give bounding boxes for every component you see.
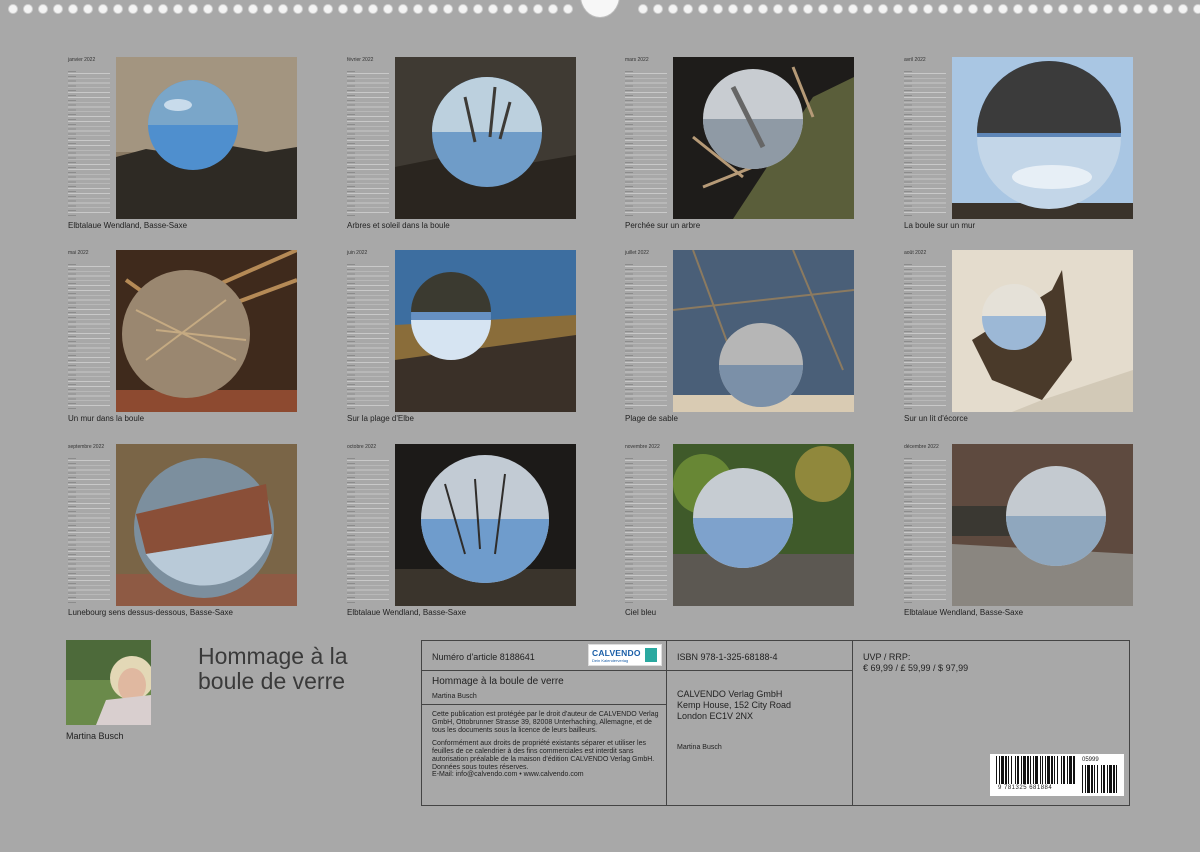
- binding-ring: [128, 4, 138, 14]
- mini-calendar: [68, 57, 114, 219]
- binding-ring: [383, 4, 393, 14]
- binding-ring: [1058, 4, 1068, 14]
- mini-calendar: [347, 444, 393, 606]
- month-label: janvier 2022: [68, 57, 96, 63]
- binding-ring: [113, 4, 123, 14]
- logo-text: CALVENDO: [592, 648, 641, 658]
- binding-ring: [323, 4, 333, 14]
- barcode-bar: [1109, 765, 1112, 793]
- binding-ring: [998, 4, 1008, 14]
- legal-paragraph-2: Conformément aux droits de propriété existants séparer et utiliser les feuilles de ce calendrier à des fins commerciales est interdit sans autorisation préalable de la maison d'édition CALVENDO Verlag GmbH. Données sous toutes réserves.: [432, 740, 655, 771]
- mini-calendar: [68, 444, 114, 606]
- binding-ring: [848, 4, 858, 14]
- mini-calendar: [347, 57, 393, 219]
- binding-ring: [263, 4, 273, 14]
- binding-ring: [308, 4, 318, 14]
- binding-ring: [1073, 4, 1083, 14]
- barcode-bar: [1035, 756, 1038, 784]
- photo-caption: Perchée sur un arbre: [625, 221, 701, 230]
- barcode-bar: [1116, 765, 1117, 793]
- month-photo: [116, 444, 297, 606]
- calvendo-logo: [588, 644, 662, 666]
- barcode-bar: [1001, 756, 1004, 784]
- binding-ring: [53, 4, 63, 14]
- barcode-addon-bars: [1082, 765, 1120, 789]
- barcode-bar: [1042, 756, 1043, 784]
- binding-ring: [23, 4, 33, 14]
- photo-caption: Lunebourg sens dessus-dessous, Basse-Saxe: [68, 608, 233, 617]
- month-photo: [395, 57, 576, 219]
- mini-calendar: [347, 250, 393, 412]
- calendar-title: Hommage à la boule de verre: [198, 643, 348, 694]
- month-label: octobre 2022: [347, 444, 377, 450]
- barcode-bar: [1085, 765, 1086, 793]
- barcode-bars: [996, 756, 1076, 784]
- binding-ring: [248, 4, 258, 14]
- month-tile-august: [904, 250, 1136, 430]
- binding-ring: [1118, 4, 1128, 14]
- barcode: [990, 754, 1124, 796]
- binding-ring: [173, 4, 183, 14]
- binding-ring: [443, 4, 453, 14]
- binding-ring: [353, 4, 363, 14]
- month-tile-july: [625, 250, 857, 430]
- binding-ring: [398, 4, 408, 14]
- binding-ring: [953, 4, 963, 14]
- binding-ring: [983, 4, 993, 14]
- binding-ring: [518, 4, 528, 14]
- book-title-row: [422, 671, 666, 705]
- binding-ring: [98, 4, 108, 14]
- barcode-bar: [1008, 756, 1009, 784]
- photo-caption: Sur un lit d'écorce: [904, 414, 968, 423]
- publisher-name: CALVENDO Verlag GmbH: [677, 689, 783, 699]
- binding-ring: [1088, 4, 1098, 14]
- month-label: novembre 2022: [625, 444, 660, 450]
- barcode-bar: [1101, 765, 1102, 793]
- month-label: février 2022: [347, 57, 374, 63]
- binding-ring: [758, 4, 768, 14]
- binding-ring: [1193, 4, 1200, 14]
- binding-ring: [743, 4, 753, 14]
- publisher-street: Kemp House, 152 City Road: [677, 700, 792, 710]
- month-photo: [673, 444, 854, 606]
- mini-calendar: [68, 250, 114, 412]
- binding-ring: [713, 4, 723, 14]
- month-tile-november: [625, 444, 857, 624]
- book-title: Hommage à la boule de verre: [432, 676, 564, 687]
- month-tile-february: [347, 57, 579, 237]
- binding-ring: [143, 4, 153, 14]
- month-photo: [673, 57, 854, 219]
- barcode-bar: [1063, 756, 1065, 784]
- month-tile-october: [347, 444, 579, 624]
- month-tile-may: [68, 250, 300, 430]
- binding-ring: [1103, 4, 1113, 14]
- price-value: € 69,99 / £ 59,99 / $ 97,99: [863, 663, 969, 673]
- binding-ring: [653, 4, 663, 14]
- author-name: Martina Busch: [66, 731, 124, 741]
- month-label: avril 2022: [904, 57, 926, 63]
- month-label: juin 2022: [347, 250, 368, 256]
- barcode-bar: [1113, 765, 1115, 793]
- photo-caption: Plage de sable: [625, 414, 678, 423]
- legal-paragraph-1: Cette publication est protégée par le droit d'auteur de CALVENDO Verlag GmbH, Ottobrunner Strasse 39, 82008 Unterhaching, Allemagne, et de tous les documents sous la licence de leurs bailleurs.: [432, 711, 659, 734]
- mini-calendar: [625, 444, 671, 606]
- logo-subtext: Dein Kalenderverlag: [592, 658, 629, 663]
- binding-ring: [533, 4, 543, 14]
- binding-ring: [893, 4, 903, 14]
- hanger-hole: [580, 0, 620, 18]
- binding-ring: [788, 4, 798, 14]
- binding-ring: [368, 4, 378, 14]
- binding-ring: [428, 4, 438, 14]
- barcode-bar: [1069, 756, 1072, 784]
- barcode-bar: [1030, 756, 1031, 784]
- barcode-bar: [1017, 756, 1019, 784]
- binding-ring: [1148, 4, 1158, 14]
- mini-calendar: [904, 57, 950, 219]
- binding-ring: [818, 4, 828, 14]
- binding-ring: [1028, 4, 1038, 14]
- month-photo: [673, 250, 854, 412]
- barcode-bar: [1011, 756, 1012, 784]
- binding-ring: [458, 4, 468, 14]
- barcode-bar: [1015, 756, 1016, 784]
- barcode-bar: [1087, 765, 1090, 793]
- binding-ring: [68, 4, 78, 14]
- binding-ring: [473, 4, 483, 14]
- binding-ring: [38, 4, 48, 14]
- photo-caption: Elbtalaue Wendland, Basse-Saxe: [68, 221, 188, 230]
- binding-ring: [548, 4, 558, 14]
- month-photo: [952, 444, 1133, 606]
- barcode-bar: [1067, 756, 1068, 784]
- barcode-bar: [1027, 756, 1029, 784]
- publisher-address: [667, 671, 852, 722]
- barcode-bar: [1082, 765, 1083, 793]
- binding-ring: [203, 4, 213, 14]
- mini-calendar: [904, 250, 950, 412]
- barcode-bar: [999, 756, 1000, 784]
- barcode-bar: [1047, 756, 1050, 784]
- month-photo: [116, 250, 297, 412]
- price-block: [853, 641, 1129, 674]
- publication-info-box: [421, 640, 1130, 806]
- legal-notice: [422, 705, 666, 779]
- binding-ring: [563, 4, 573, 14]
- binding-ring: [683, 4, 693, 14]
- barcode-bar: [1057, 756, 1058, 784]
- barcode-bar: [996, 756, 997, 784]
- author-photo: [66, 640, 151, 725]
- binding-ring: [1013, 4, 1023, 14]
- barcode-bar: [1073, 756, 1075, 784]
- month-photo: [116, 57, 297, 219]
- photo-caption: Elbtalaue Wendland, Basse-Saxe: [347, 608, 467, 617]
- binding-ring: [833, 4, 843, 14]
- month-tile-march: [625, 57, 857, 237]
- barcode-bar: [1023, 756, 1026, 784]
- binding-ring: [1163, 4, 1173, 14]
- month-photo: [952, 57, 1133, 219]
- spiral-binding: [0, 0, 1200, 22]
- barcode-bar: [1103, 765, 1105, 793]
- binding-ring: [158, 4, 168, 14]
- publisher-city: London EC1V 2NX: [677, 711, 754, 721]
- barcode-bar: [1061, 756, 1062, 784]
- article-number-row: [422, 641, 666, 671]
- barcode-bar: [1005, 756, 1007, 784]
- photo-caption: Arbres et soleil dans la boule: [347, 221, 450, 230]
- binding-ring: [488, 4, 498, 14]
- binding-ring: [803, 4, 813, 14]
- barcode-bar: [1051, 756, 1053, 784]
- binding-ring: [218, 4, 228, 14]
- binding-ring: [878, 4, 888, 14]
- binding-ring: [863, 4, 873, 14]
- barcode-bar: [1094, 765, 1095, 793]
- photo-caption: La boule sur un mur: [904, 221, 976, 230]
- binding-ring: [938, 4, 948, 14]
- barcode-bar: [1097, 765, 1098, 793]
- month-label: août 2022: [904, 250, 927, 256]
- logo-mark-icon: [645, 648, 657, 662]
- binding-ring: [8, 4, 18, 14]
- binding-ring: [698, 4, 708, 14]
- binding-ring: [773, 4, 783, 14]
- barcode-bar: [1107, 765, 1108, 793]
- binding-ring: [83, 4, 93, 14]
- book-author: Martina Busch: [432, 693, 477, 700]
- month-photo: [395, 444, 576, 606]
- barcode-bar: [1021, 756, 1022, 784]
- binding-ring: [503, 4, 513, 14]
- barcode-addon: 05999: [1082, 757, 1099, 763]
- binding-ring: [908, 4, 918, 14]
- binding-ring: [1133, 4, 1143, 14]
- binding-ring: [278, 4, 288, 14]
- binding-ring: [668, 4, 678, 14]
- month-tile-january: [68, 57, 300, 237]
- binding-ring: [338, 4, 348, 14]
- info-column-publisher: [667, 641, 853, 805]
- mini-calendar: [904, 444, 950, 606]
- binding-ring: [968, 4, 978, 14]
- month-label: décembre 2022: [904, 444, 939, 450]
- binding-ring: [188, 4, 198, 14]
- mini-calendar: [625, 250, 671, 412]
- barcode-bar: [1091, 765, 1093, 793]
- month-tile-september: [68, 444, 300, 624]
- barcode-number: 9 781325 681884: [998, 785, 1053, 791]
- binding-ring: [293, 4, 303, 14]
- barcode-bar: [1054, 756, 1055, 784]
- barcode-bar: [1040, 756, 1041, 784]
- month-tile-december: [904, 444, 1136, 624]
- contact-line: E-Mail: info@calvendo.com • www.calvendo.com: [432, 771, 584, 778]
- month-photo: [952, 250, 1133, 412]
- photo-caption: Un mur dans la boule: [68, 414, 145, 423]
- month-tile-april: [904, 57, 1136, 237]
- photo-caption: Sur la plage d'Elbe: [347, 414, 414, 423]
- binding-ring: [638, 4, 648, 14]
- month-label: juillet 2022: [625, 250, 649, 256]
- info-column-price: [853, 641, 1129, 805]
- binding-ring: [233, 4, 243, 14]
- month-label: septembre 2022: [68, 444, 105, 450]
- barcode-bar: [1033, 756, 1034, 784]
- binding-ring: [413, 4, 423, 14]
- binding-ring: [1043, 4, 1053, 14]
- price-label: UVP / RRP:: [863, 652, 911, 662]
- publisher-author: Martina Busch: [677, 744, 722, 751]
- month-photo: [395, 250, 576, 412]
- month-label: mai 2022: [68, 250, 89, 256]
- photo-caption: Elbtalaue Wendland, Basse-Saxe: [904, 608, 1024, 617]
- month-tile-june: [347, 250, 579, 430]
- month-label: mars 2022: [625, 57, 649, 63]
- binding-ring: [728, 4, 738, 14]
- article-number: Numéro d'article 8188641: [432, 652, 535, 662]
- binding-ring: [923, 4, 933, 14]
- barcode-bar: [1045, 756, 1046, 784]
- isbn: ISBN 978-1-325-68188-4: [667, 641, 852, 671]
- info-column-article: [422, 641, 667, 805]
- photo-caption: Ciel bleu: [625, 608, 657, 617]
- mini-calendar: [625, 57, 671, 219]
- binding-ring: [1178, 4, 1188, 14]
